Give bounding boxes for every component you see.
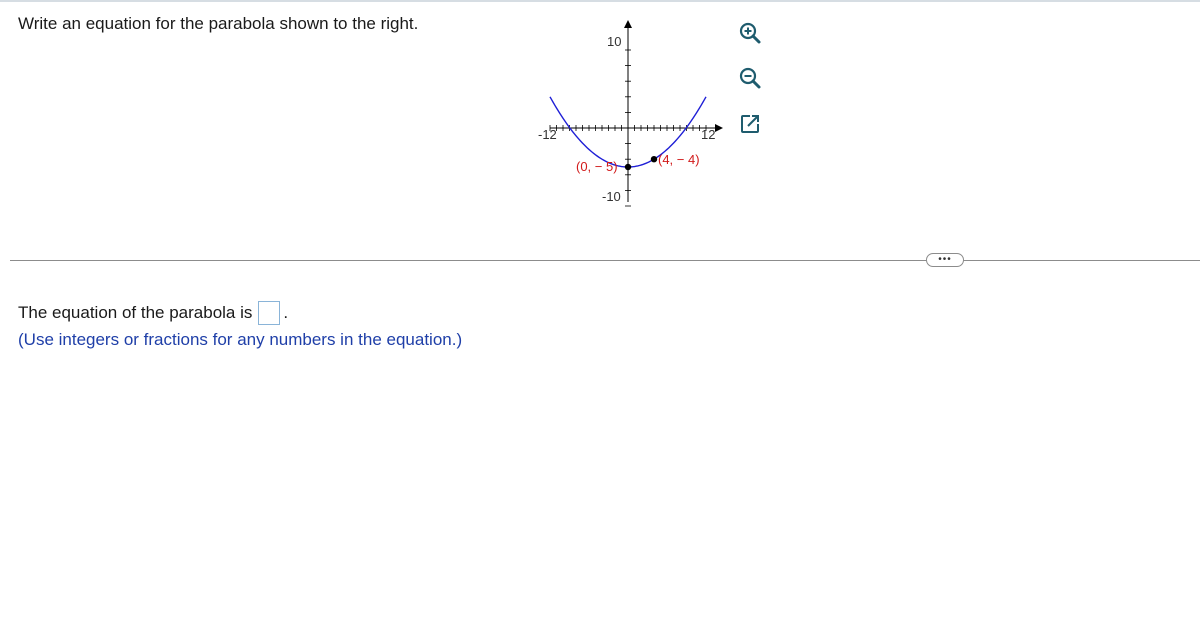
point-label: (4, − 4): [658, 152, 700, 167]
zoom-in-button[interactable]: [736, 19, 764, 47]
popout-button[interactable]: [736, 110, 764, 138]
section-divider: [10, 260, 1200, 261]
x-max-tick-label: 12: [701, 127, 716, 142]
zoom-in-icon: [738, 21, 762, 45]
y-max-tick-label: 10: [607, 34, 622, 49]
given-point: [651, 156, 657, 162]
parabola-graph: [530, 15, 730, 215]
y-min-tick-label: -10: [602, 189, 621, 204]
external-window-icon: [738, 112, 762, 136]
y-axis-arrow: [624, 20, 632, 28]
x-axis-arrow: [715, 124, 723, 132]
more-options-button[interactable]: •••: [926, 253, 964, 267]
answer-suffix: .: [283, 303, 289, 322]
answer-section: [18, 301, 462, 350]
vertex-point: [625, 164, 631, 170]
equation-input[interactable]: [258, 301, 280, 325]
question-text: Write an equation for the parabola shown to the right.: [18, 14, 419, 33]
answer-prefix: The equation of the parabola is: [18, 303, 253, 322]
x-min-tick-label: -12: [538, 127, 557, 142]
answer-hint: (Use integers or fractions for any numbers in the equation.): [18, 330, 463, 349]
top-rule: [0, 0, 1200, 2]
answer-line: [18, 301, 462, 325]
vertex-label: (0, − 5): [576, 159, 618, 174]
zoom-out-icon: [738, 66, 762, 90]
zoom-out-button[interactable]: [736, 64, 764, 92]
